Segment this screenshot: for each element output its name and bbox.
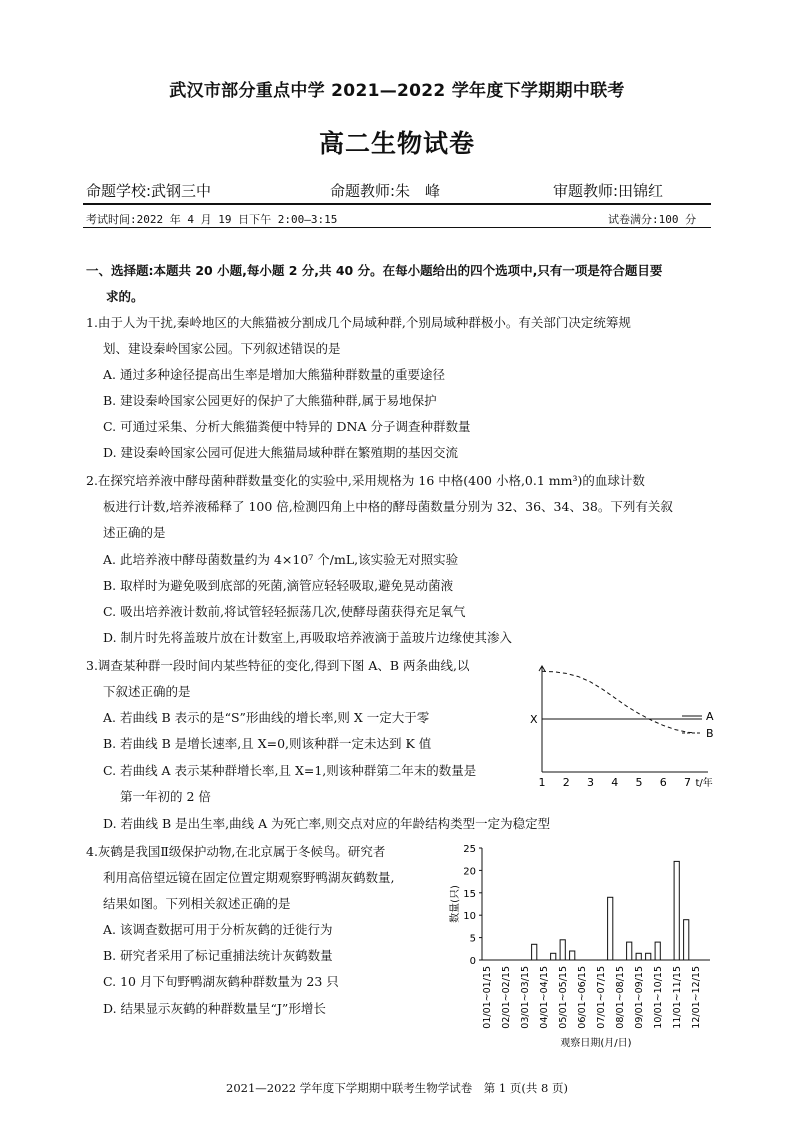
- q2-option-d: D. 制片时先将盖玻片放在计数室上,再吸取培养液滴于盖玻片边缘使其渗入: [103, 630, 512, 645]
- q2-stem-line3: 述正确的是: [103, 525, 166, 540]
- legend-label-a: A: [706, 710, 714, 723]
- q1-option-c: C. 可通过采集、分析大熊猫粪便中特异的 DNA 分子调查种群数量: [103, 419, 471, 434]
- bar: [551, 953, 556, 960]
- x-tick-label: 4: [611, 776, 619, 789]
- q3-option-b: B. 若曲线 B 是增长速率,且 X=0,则该种群一定未达到 K 值: [103, 736, 432, 751]
- bar: [570, 951, 575, 960]
- q4-stem-line2: 利用高倍望远镜在固定位置定期观察野鸭湖灰鹤数量,: [103, 870, 395, 885]
- q4-option-c: C. 10 月下旬野鸭湖灰鹤种群数量为 23 只: [103, 974, 339, 989]
- bar: [636, 953, 641, 960]
- q1-stem-line2: 划、建设秦岭国家公园。下列叙述错误的是: [103, 341, 341, 356]
- review-teacher: 审题教师:田锦红: [553, 182, 664, 200]
- q4-option-d: D. 结果显示灰鹤的种群数量呈“J”形增长: [103, 1001, 326, 1016]
- x-tick-label: 07/01~07/15: [595, 966, 607, 1029]
- x-tick-label: 01/01~01/15: [481, 966, 493, 1029]
- y-tick-label: 10: [463, 911, 476, 923]
- bar: [684, 920, 689, 960]
- x-tick-label: 6: [659, 776, 667, 789]
- x-tick-label: 06/01~06/15: [576, 966, 588, 1029]
- q3-stem-line1: 3.调查某种群一段时间内某些特征的变化,得到下图 A、B 两条曲线,以: [86, 658, 470, 673]
- x-tick-label: 09/01~09/15: [633, 966, 645, 1029]
- bar: [532, 944, 537, 960]
- y-tick-label: 5: [469, 933, 476, 945]
- q3-option-a: A. 若曲线 B 表示的是“S”形曲线的增长率,则 X 一定大于零: [103, 710, 430, 725]
- setting-school: 命题学校:武钢三中: [86, 182, 212, 200]
- q4-bar-chart: [440, 838, 720, 1053]
- x-tick-label: 5: [635, 776, 643, 789]
- x-tick-label: 04/01~04/15: [538, 966, 550, 1029]
- x-tick-label: 02/01~02/15: [500, 966, 512, 1029]
- x-tick-label: 2: [562, 776, 570, 789]
- x-tick-label: 11/01~11/15: [671, 966, 683, 1029]
- x-tick-label: 10/01~10/15: [652, 966, 664, 1029]
- x-tick-label: 12/01~12/15: [690, 966, 702, 1029]
- y-axis-label: 数量(只): [450, 885, 461, 923]
- x-tick-label: 3: [586, 776, 594, 789]
- q3-option-d: D. 若曲线 B 是出生率,曲线 A 为死亡率,则交点对应的年龄结构类型一定为稳定型: [103, 816, 551, 831]
- q2-option-a: A. 此培养液中酵母菌数量约为 4×10⁷ 个/mL,该实验无对照实验: [103, 552, 459, 567]
- q2-stem-line1: 2.在探究培养液中酵母菌种群数量变化的实验中,采用规格为 16 中格(400 小格,0.1 mm³)的血球计数: [86, 473, 645, 488]
- x-tick-label: 03/01~03/15: [519, 966, 531, 1029]
- bar: [560, 940, 565, 960]
- q4-option-b: B. 研究者采用了标记重捕法统计灰鹤数量: [103, 948, 333, 963]
- bar: [646, 953, 651, 960]
- q3-option-c-line1: C. 若曲线 A 表示某种群增长率,且 X=1,则该种群第二年末的数量是: [103, 763, 477, 778]
- q2-stem-line2: 板进行计数,培养液稀释了 100 倍,检测四角上中格的酵母菌数量分别为 32、36、34、38。下列有关叙: [103, 499, 673, 514]
- series-line-b: [542, 671, 695, 733]
- y-tick-label: 20: [463, 866, 476, 878]
- page-footer: 2021—2022 学年度下学期期中联考生物学试卷 第 1 页(共 8 页): [226, 1081, 568, 1095]
- q2-option-b: B. 取样时为避免吸到底部的死菌,滴管应轻轻吸取,避免晃动菌液: [103, 578, 454, 593]
- section-heading-line2: 求的。: [106, 289, 144, 304]
- y-tick-label: 0: [469, 956, 476, 967]
- x-tick-label: 1: [538, 776, 546, 789]
- y-tick-label: 15: [463, 888, 476, 900]
- q1-stem-line1: 1.由于人为干扰,秦岭地区的大熊猫被分割成几个局域种群,个别局域种群极小。有关部门决定统筹规: [86, 315, 631, 330]
- x-tick-label: 08/01~08/15: [614, 966, 626, 1029]
- bar: [655, 942, 660, 960]
- q4-option-a: A. 该调查数据可用于分析灰鹤的迁徙行为: [103, 922, 333, 937]
- q1-option-b: B. 建设秦岭国家公园更好的保护了大熊猫种群,属于易地保护: [103, 393, 437, 408]
- x-tick-label: 7: [683, 776, 691, 789]
- section-heading-line1: 一、选择题:本题共 20 小题,每小题 2 分,共 40 分。在每小题给出的四个选项中,只有一项是符合题目要: [86, 263, 663, 278]
- bar: [608, 897, 613, 960]
- header-rule-thin: [83, 227, 711, 228]
- exam-time: 考试时间:2022 年 4 月 19 日下午 2:00—3:15: [86, 213, 338, 226]
- setting-teacher: 命题教师:朱 峰: [330, 182, 441, 200]
- q3-curve-figure: [520, 660, 720, 795]
- legend-label-b: B: [706, 727, 714, 740]
- q1-option-d: D. 建设秦岭国家公园可促进大熊猫局域种群在繁殖期的基因交流: [103, 445, 459, 460]
- q1-option-a: A. 通过多种途径提高出生率是增加大熊猫种群数量的重要途径: [103, 367, 445, 382]
- full-score: 试卷满分:100 分: [608, 213, 697, 226]
- q3-stem-line2: 下叙述正确的是: [103, 684, 191, 699]
- q3-option-c-line2: 第一年初的 2 倍: [120, 789, 211, 804]
- q2-option-c: C. 吸出培养液计数前,将试管轻轻振荡几次,使酵母菌获得充足氧气: [103, 604, 466, 619]
- x-axis-label: t/年: [695, 778, 713, 789]
- x-axis-label: 观察日期(月/日): [560, 1038, 632, 1049]
- paper-subject: 高二生物试卷: [318, 129, 475, 158]
- y-marker-label: X: [530, 713, 538, 726]
- y-tick-label: 25: [463, 844, 476, 855]
- q4-stem-line3: 结果如图。下列相关叙述正确的是: [103, 896, 291, 911]
- exam-title: 武汉市部分重点中学 2021—2022 学年度下学期期中联考: [169, 81, 625, 101]
- bar: [627, 942, 632, 960]
- q4-stem-line1: 4.灰鹤是我国Ⅱ级保护动物,在北京属于冬候鸟。研究者: [86, 844, 386, 859]
- bar: [674, 861, 679, 960]
- x-tick-label: 05/01~05/15: [557, 966, 569, 1029]
- header-rule-thick: [83, 203, 711, 205]
